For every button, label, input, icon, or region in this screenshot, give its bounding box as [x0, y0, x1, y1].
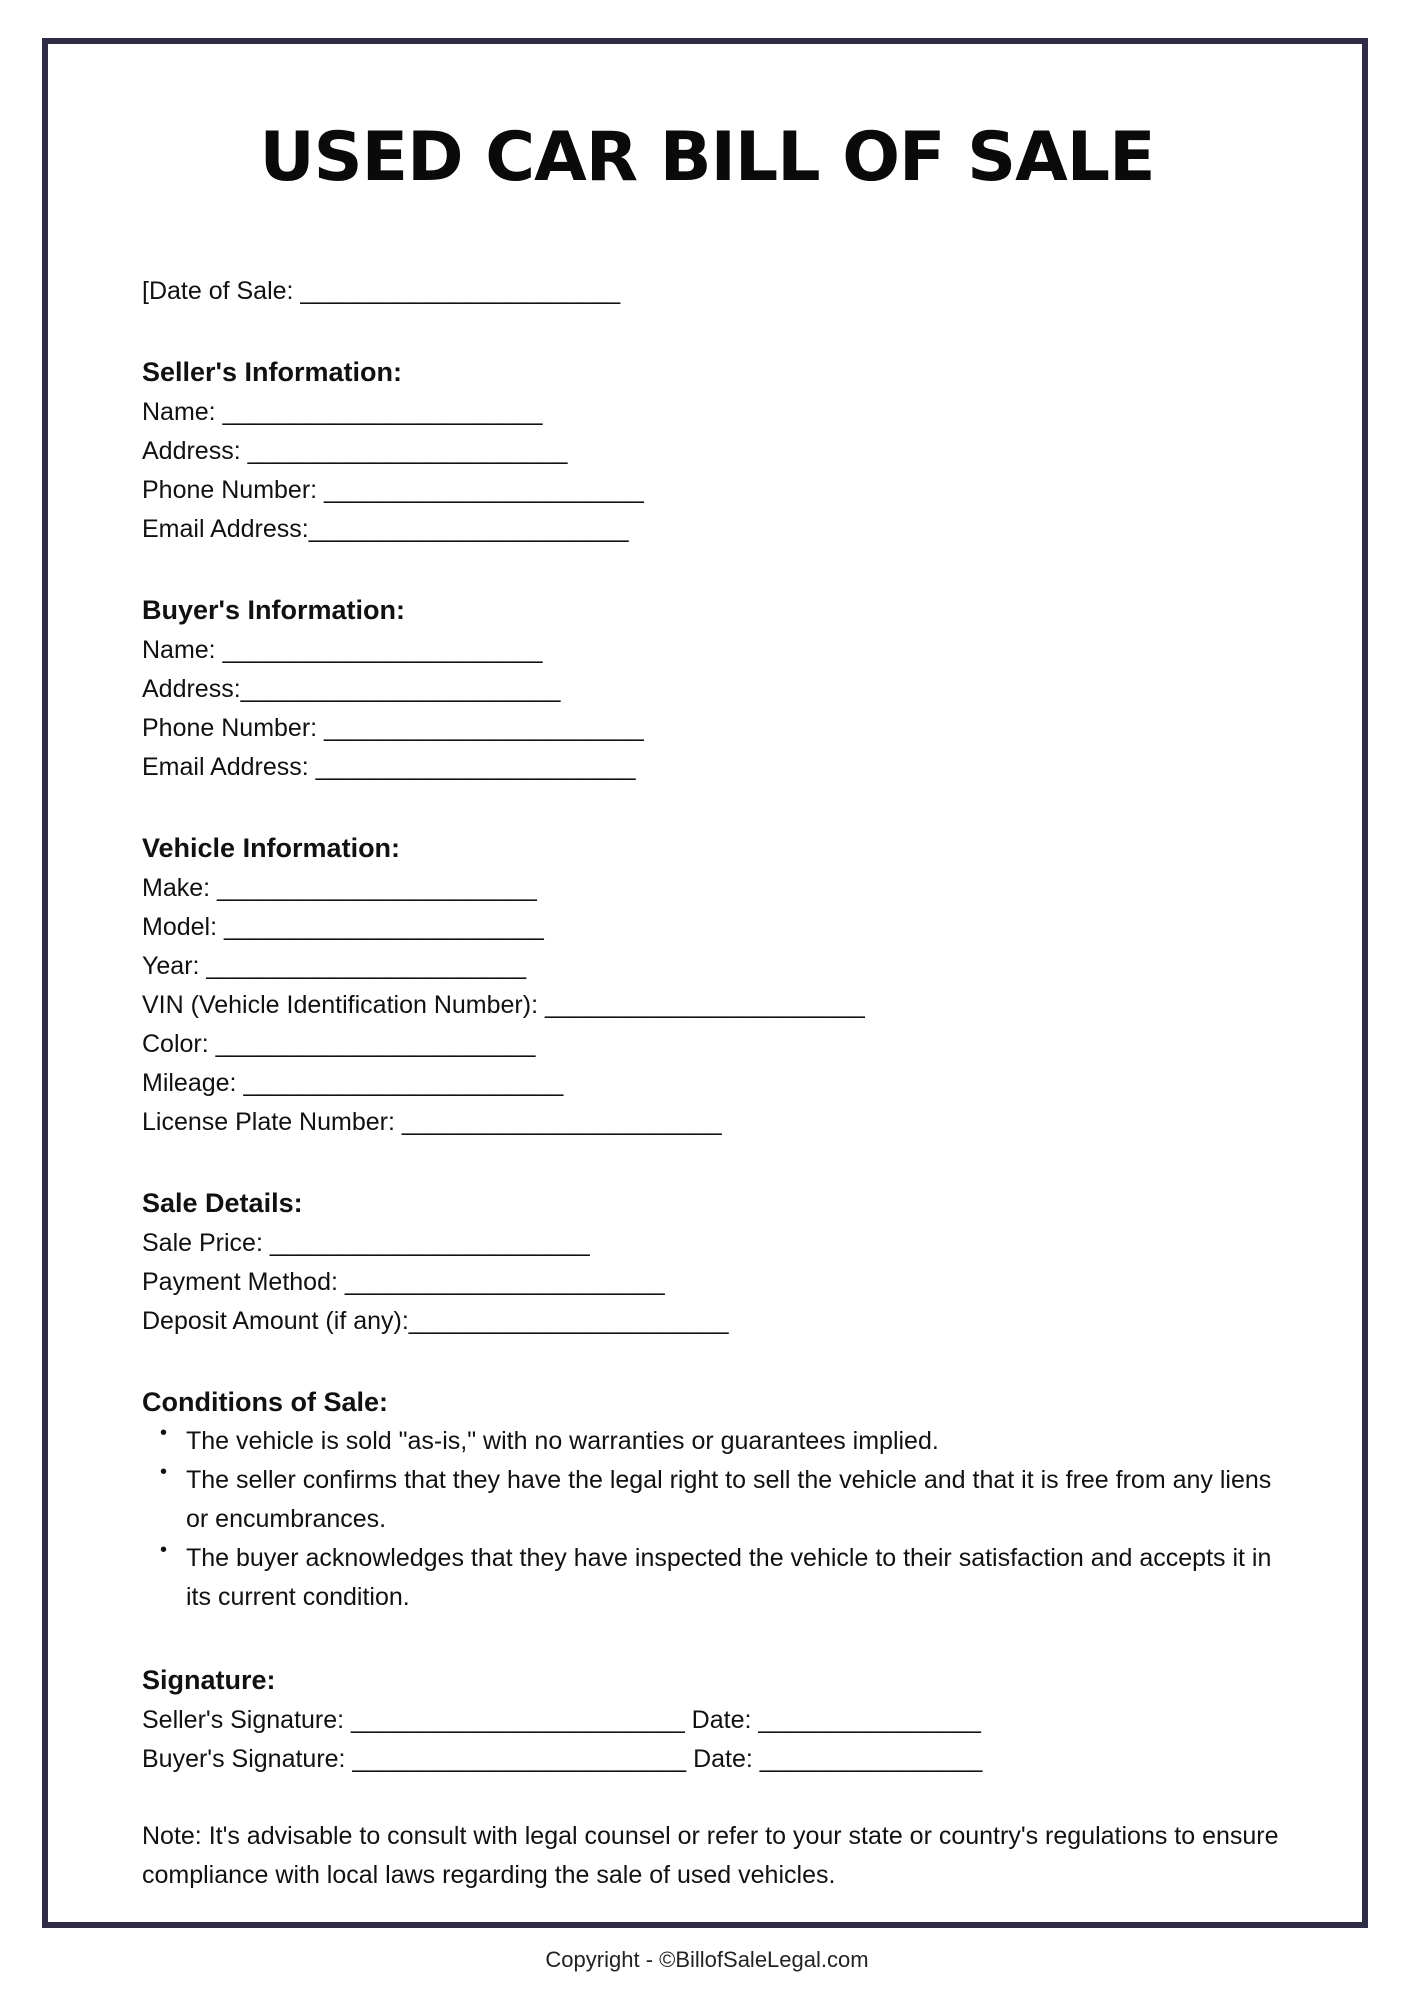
- seller-email-field[interactable]: Email Address:_______________________: [142, 515, 629, 543]
- vehicle-heading: Vehicle Information:: [142, 833, 401, 863]
- payment-method-field[interactable]: Payment Method: _______________________: [142, 1268, 665, 1296]
- buyer-phone-field[interactable]: Phone Number: _______________________: [142, 714, 644, 742]
- condition-text: The vehicle is sold "as-is," with no warranties or guarantees implied.: [186, 1427, 939, 1455]
- date-of-sale-field[interactable]: [Date of Sale: _______________________: [142, 277, 621, 305]
- seller-phone-field[interactable]: Phone Number: _______________________: [142, 476, 644, 504]
- deposit-amount-field[interactable]: Deposit Amount (if any):_______________________: [142, 1307, 729, 1335]
- vehicle-make-field[interactable]: Make: _______________________: [142, 874, 537, 902]
- conditions-heading: Conditions of Sale:: [142, 1387, 388, 1417]
- vehicle-mileage-field[interactable]: Mileage: _______________________: [142, 1069, 564, 1097]
- copyright-footer: Copyright - ©BillofSaleLegal.com: [545, 1947, 869, 1972]
- vehicle-color-field[interactable]: Color: _______________________: [142, 1030, 536, 1058]
- buyer-name-field[interactable]: Name: _______________________: [142, 636, 543, 664]
- bullet-icon: •: [160, 1461, 168, 1483]
- seller-signature-field[interactable]: Seller's Signature: ________________________ Date: ________________: [142, 1706, 981, 1734]
- buyer-email-field[interactable]: Email Address: _______________________: [142, 753, 636, 781]
- seller-address-field[interactable]: Address: _______________________: [142, 437, 568, 465]
- condition-text: The seller confirms that they have the legal right to sell the vehicle and that it is free from any liens or encumbrances.: [186, 1466, 1272, 1533]
- seller-heading: Seller's Information:: [142, 357, 402, 387]
- condition-text: The buyer acknowledges that they have inspected the vehicle to their satisfaction and accepts it in its current condition.: [186, 1544, 1272, 1611]
- bullet-icon: •: [160, 1422, 168, 1444]
- page-border: [42, 38, 1368, 1928]
- legal-note: Note: It's advisable to consult with legal counsel or refer to your state or country's regulations to ensure compliance with local laws regarding the sale of used vehicles.: [142, 1822, 1279, 1889]
- sale-heading: Sale Details:: [142, 1188, 303, 1218]
- vehicle-year-field[interactable]: Year: _______________________: [142, 952, 527, 980]
- buyer-heading: Buyer's Information:: [142, 595, 405, 625]
- buyer-address-field[interactable]: Address:_______________________: [142, 675, 561, 703]
- bullet-icon: •: [160, 1539, 168, 1561]
- seller-name-field[interactable]: Name: _______________________: [142, 398, 543, 426]
- buyer-signature-field[interactable]: Buyer's Signature: ________________________ Date: ________________: [142, 1745, 983, 1773]
- document-title: USED CAR BILL OF SALE: [259, 118, 1155, 197]
- vehicle-model-field[interactable]: Model: _______________________: [142, 913, 544, 941]
- signature-heading: Signature:: [142, 1665, 276, 1695]
- vehicle-vin-field[interactable]: VIN (Vehicle Identification Number): _______________________: [142, 991, 865, 1019]
- sale-price-field[interactable]: Sale Price: _______________________: [142, 1229, 590, 1257]
- vehicle-plate-field[interactable]: License Plate Number: _______________________: [142, 1108, 722, 1136]
